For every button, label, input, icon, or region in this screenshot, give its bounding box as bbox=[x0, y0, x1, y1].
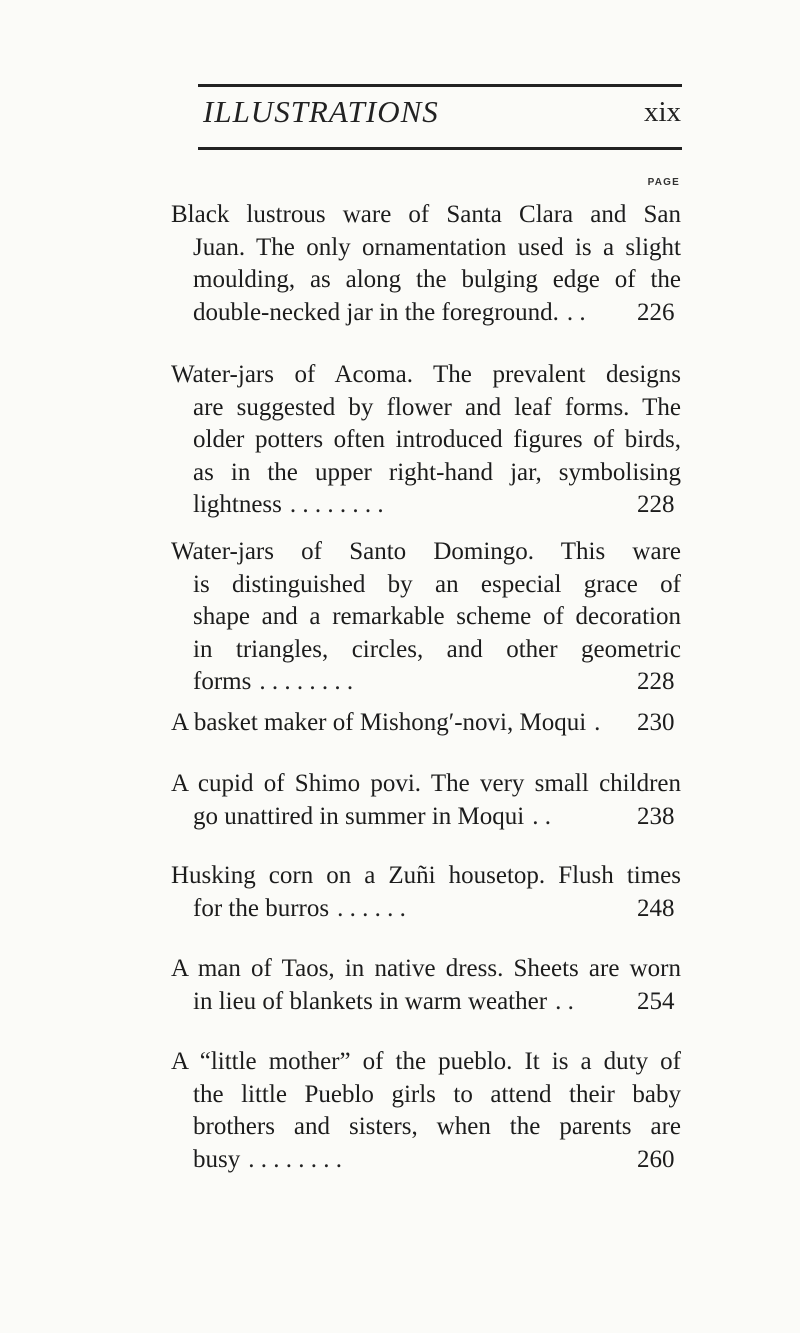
running-header bbox=[198, 94, 682, 134]
entry-line: A “little mother” of the pueblo. It is a duty of bbox=[171, 1048, 681, 1075]
header-bottom-rule bbox=[198, 147, 682, 150]
entry-last-line bbox=[171, 986, 681, 1019]
dot-leader: . . . . . . . . bbox=[248, 1145, 342, 1173]
illustration-entry bbox=[171, 707, 681, 740]
entry-line: Juan. The only ornamentation used is a slight bbox=[193, 233, 681, 261]
entry-line: in lieu of blankets in warm weather bbox=[193, 987, 548, 1015]
entry-last-line bbox=[171, 666, 681, 699]
running-header-title: ILLUSTRATIONS bbox=[203, 94, 439, 129]
dot-leader: . . bbox=[566, 298, 586, 326]
page-column-label: PAGE bbox=[647, 177, 680, 188]
entry-line: A basket maker of Mishong′-novi, Moqui bbox=[171, 709, 587, 736]
entry-last-line bbox=[171, 489, 681, 522]
dot-leader: . . bbox=[532, 802, 551, 830]
illustration-entry bbox=[171, 199, 681, 329]
entry-page-number: 254 bbox=[637, 987, 675, 1015]
illustration-entry bbox=[171, 768, 681, 833]
illustration-entry bbox=[171, 536, 681, 699]
entry-line: Water-jars of Santo Domingo. This ware bbox=[171, 538, 681, 565]
entry-page-number: 228 bbox=[637, 668, 675, 695]
entry-line: A cupid of Shimo povi. The very small children bbox=[171, 770, 681, 797]
entry-line: A man of Taos, in native dress. Sheets are worn bbox=[171, 955, 681, 982]
dot-leader: . . bbox=[555, 987, 574, 1015]
entry-last-line bbox=[171, 297, 681, 330]
entry-line: as in the upper right-hand jar, symbolising bbox=[193, 458, 681, 486]
entry-line: older potters often introduced figures of birds, bbox=[193, 426, 681, 453]
entry-page-number: 226 bbox=[637, 298, 675, 326]
entry-last-line bbox=[171, 707, 681, 740]
entry-page-number: 230 bbox=[637, 709, 675, 736]
illustration-entry bbox=[171, 860, 681, 925]
entry-line: are suggested by flower and leaf forms. The bbox=[193, 393, 681, 421]
entry-line: the little Pueblo girls to attend their baby bbox=[193, 1080, 681, 1108]
entry-page-number: 248 bbox=[637, 894, 675, 922]
entry-line: Black lustrous ware of Santa Clara and San bbox=[171, 201, 681, 228]
entry-line: busy bbox=[193, 1145, 241, 1173]
entry-line: for the burros bbox=[193, 894, 330, 922]
entry-line: Water-jars of Acoma. The prevalent designs bbox=[171, 361, 681, 388]
entry-last-line bbox=[171, 1144, 681, 1177]
entry-line: moulding, as along the bulging edge of the bbox=[193, 266, 681, 293]
dot-leader: . . . . . . bbox=[337, 894, 406, 922]
entry-page-number: 260 bbox=[637, 1145, 675, 1173]
entry-line: in triangles, circles, and other geometric bbox=[193, 635, 681, 663]
dot-leader: . . . . . . . . bbox=[289, 491, 384, 518]
entry-line: Husking corn on a Zuñi housetop. Flush times bbox=[171, 862, 681, 889]
header-top-rule bbox=[198, 84, 682, 87]
dot-leader: . bbox=[594, 709, 601, 736]
illustration-entry bbox=[171, 1046, 681, 1176]
entry-last-line bbox=[171, 893, 681, 926]
entry-line: is distinguished by an especial grace of bbox=[193, 570, 681, 598]
illustration-entry bbox=[171, 359, 681, 522]
illustration-entry bbox=[171, 953, 681, 1018]
entry-last-line bbox=[171, 801, 681, 834]
entry-line: go unattired in summer in Moqui bbox=[193, 802, 525, 830]
entry-line: brothers and sisters, when the parents are bbox=[193, 1113, 681, 1140]
dot-leader: . . . . . . . . bbox=[259, 668, 354, 695]
entry-page-number: 228 bbox=[637, 491, 675, 518]
entry-line: lightness bbox=[193, 491, 282, 518]
page-folio: xix bbox=[643, 96, 681, 128]
entry-page-number: 238 bbox=[637, 802, 675, 830]
entry-line: shape and a remarkable scheme of decoration bbox=[193, 603, 681, 630]
entry-line: forms bbox=[193, 668, 252, 695]
entry-line: double-necked jar in the foreground. bbox=[193, 298, 559, 326]
